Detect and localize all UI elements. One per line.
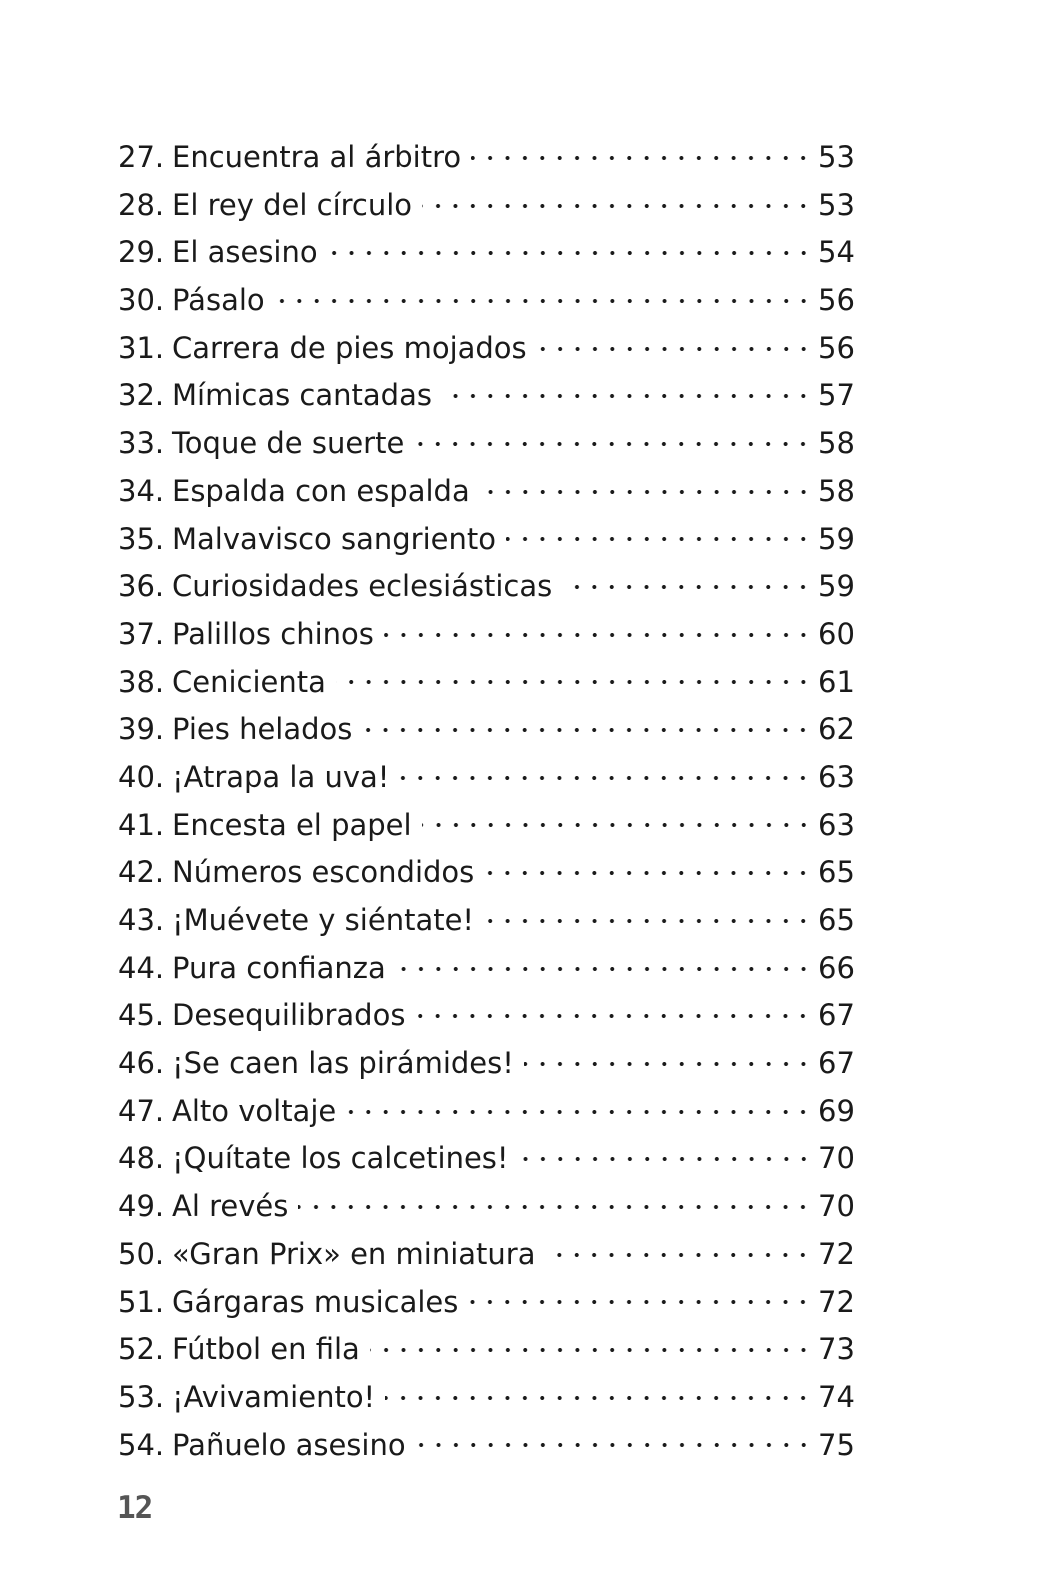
dot-leader	[362, 725, 812, 735]
toc-entry-title: Fútbol en fila	[172, 1332, 360, 1367]
toc-entry-number: 49.	[118, 1189, 165, 1224]
toc-entry	[118, 802, 855, 850]
toc-entry-title: Curiosidades eclesiásticas	[172, 569, 553, 604]
toc-entry-number: 41.	[118, 807, 165, 842]
dot-leader	[484, 868, 812, 878]
toc-entry	[118, 1183, 855, 1231]
toc-entry-page: 60	[818, 616, 855, 651]
toc-entry-number: 50.	[118, 1236, 165, 1271]
toc-entry-number: 27.	[118, 140, 165, 174]
toc-entry	[118, 1422, 855, 1470]
toc-entry	[118, 992, 855, 1040]
toc-entry-page: 63	[818, 807, 855, 842]
toc-entry-page: 72	[818, 1236, 855, 1271]
toc-entry	[118, 849, 855, 897]
dot-leader	[468, 1297, 812, 1307]
dot-leader	[537, 344, 812, 354]
toc-entry-title: Al revés	[172, 1189, 289, 1224]
toc-entry	[118, 1231, 855, 1279]
toc-entry-title: Mímicas cantadas	[172, 378, 432, 413]
toc-entry	[118, 468, 855, 516]
toc-entry-number: 28.	[118, 187, 165, 222]
toc-entry-number: 47.	[118, 1093, 165, 1128]
toc-entry-number: 33.	[118, 426, 165, 461]
toc-entry-number: 45.	[118, 998, 165, 1033]
toc-entry-number: 52.	[118, 1332, 165, 1367]
toc-entry	[118, 563, 855, 611]
toc-entry	[118, 277, 855, 325]
toc-entry	[118, 372, 855, 420]
toc-entry-page: 54	[818, 235, 855, 270]
toc-entry-title: Palillos chinos	[172, 616, 374, 651]
toc-entry-page: 63	[818, 759, 855, 794]
toc-entry-title: ¡Muévete y siéntate!	[172, 903, 475, 937]
toc-entry-page: 58	[818, 426, 855, 461]
toc-entry-number: 51.	[118, 1284, 165, 1319]
toc-entry	[118, 1374, 855, 1422]
dot-leader	[562, 582, 812, 592]
toc-entry-page: 65	[818, 903, 855, 937]
toc-entry-title: Encuentra al árbitro	[172, 140, 462, 174]
dot-leader	[396, 964, 812, 974]
toc-entry	[118, 182, 855, 230]
toc-entry-number: 40.	[118, 759, 165, 794]
dot-leader	[416, 1440, 812, 1450]
toc-entry	[118, 659, 855, 707]
toc-entry-title: ¡Atrapa la uva!	[172, 759, 390, 794]
toc-entry	[118, 945, 855, 993]
toc-entry	[118, 611, 855, 659]
dot-leader	[442, 391, 812, 401]
toc-entry-title: El rey del círculo	[172, 187, 413, 222]
dot-leader	[384, 630, 812, 640]
dot-leader	[422, 201, 812, 211]
toc-entry	[118, 706, 855, 754]
dot-leader	[385, 1393, 812, 1403]
dot-leader	[275, 296, 812, 306]
toc-entry	[118, 754, 855, 802]
toc-entry-page: 69	[818, 1093, 855, 1128]
toc-entry-title: Desequilibrados	[172, 998, 406, 1033]
toc-entry-page: 70	[818, 1189, 855, 1224]
toc-entry-title: Toque de suerte	[172, 426, 405, 461]
toc-entry-title: Encesta el papel	[172, 807, 412, 842]
toc-entry-page: 65	[818, 855, 855, 890]
toc-entry-number: 36.	[118, 569, 165, 604]
dot-leader	[545, 1250, 812, 1260]
toc-entry-title: Pañuelo asesino	[172, 1427, 406, 1462]
toc-entry	[118, 134, 855, 182]
toc-entry-title: Malvavisco sangriento	[172, 521, 496, 556]
dot-leader	[336, 677, 812, 687]
toc-entry-page: 62	[818, 712, 855, 747]
dot-leader	[524, 1059, 812, 1069]
toc-entry-number: 35.	[118, 521, 165, 556]
toc-entry-page: 58	[818, 473, 855, 508]
page-number: 12	[117, 1490, 153, 1526]
toc-entry-page: 53	[818, 187, 855, 222]
toc-entry-page: 56	[818, 330, 855, 365]
toc-entry-number: 29.	[118, 235, 165, 270]
toc-entry-page: 57	[818, 378, 855, 413]
toc-entry-page: 56	[818, 283, 855, 318]
dot-leader	[328, 248, 812, 258]
toc-entry-title: Alto voltaje	[172, 1093, 337, 1128]
toc-entry-number: 37.	[118, 616, 165, 651]
toc-entry	[118, 325, 855, 373]
toc-entry-number: 54.	[118, 1427, 165, 1462]
toc-entry	[118, 1088, 855, 1136]
toc-entry-page: 74	[818, 1379, 855, 1414]
toc-entry	[118, 1135, 855, 1183]
toc-entry-number: 44.	[118, 950, 165, 985]
toc-entry-page: 61	[818, 664, 855, 699]
dot-leader	[519, 1154, 812, 1164]
toc-entry-page: 73	[818, 1332, 855, 1367]
toc-entry-number: 46.	[118, 1046, 165, 1081]
toc-entry-number: 43.	[118, 903, 165, 937]
dot-leader	[506, 534, 812, 544]
toc-entry-title: Carrera de pies mojados	[172, 330, 527, 365]
toc-entry-title: Cenicienta	[172, 664, 326, 699]
toc-entry-page: 72	[818, 1284, 855, 1319]
toc-entry-number: 53.	[118, 1379, 165, 1414]
dot-leader	[370, 1345, 812, 1355]
toc-entry-page: 75	[818, 1427, 855, 1462]
toc-entry-page: 67	[818, 998, 855, 1033]
toc-entry-number: 30.	[118, 283, 165, 318]
toc-entry-title: ¡Avivamiento!	[172, 1379, 376, 1414]
dot-leader	[298, 1202, 812, 1212]
table-of-contents	[118, 134, 855, 1469]
toc-entry-title: Gárgaras musicales	[172, 1284, 459, 1319]
toc-entry-number: 48.	[118, 1141, 165, 1176]
toc-entry-title: «Gran Prix» en miniatura	[172, 1236, 536, 1271]
dot-leader	[414, 439, 812, 449]
toc-entry	[118, 1279, 855, 1327]
toc-entry-number: 32.	[118, 378, 165, 413]
toc-entry-number: 31.	[118, 330, 165, 365]
toc-entry	[118, 420, 855, 468]
toc-entry-page: 59	[818, 521, 855, 556]
dot-leader	[480, 487, 812, 497]
toc-entry	[118, 516, 855, 564]
toc-entry-title: Pásalo	[172, 283, 265, 318]
toc-entry-title: El asesino	[172, 235, 318, 270]
toc-entry-title: Pies helados	[172, 712, 353, 747]
toc-entry-page: 70	[818, 1141, 855, 1176]
toc-entry-title: Espalda con espalda	[172, 473, 470, 508]
toc-entry-page: 66	[818, 950, 855, 985]
toc-entry-number: 39.	[118, 712, 165, 747]
toc-entry	[118, 229, 855, 277]
toc-entry-title: ¡Quítate los calcetines!	[172, 1141, 509, 1176]
toc-entry	[118, 897, 855, 945]
dot-leader	[399, 773, 812, 783]
toc-entry	[118, 1326, 855, 1374]
toc-entry-title: Números escondidos	[172, 855, 475, 890]
toc-entry-title: Pura confianza	[172, 950, 386, 985]
toc-entry	[118, 1040, 855, 1088]
toc-entry-page: 67	[818, 1046, 855, 1081]
dot-leader	[471, 153, 812, 163]
toc-entry-page: 53	[818, 140, 855, 174]
dot-leader	[415, 1011, 812, 1021]
dot-leader	[346, 1107, 812, 1117]
toc-entry-number: 38.	[118, 664, 165, 699]
dot-leader	[484, 916, 812, 926]
toc-entry-title: ¡Se caen las pirámides!	[172, 1046, 514, 1081]
toc-entry-page: 59	[818, 569, 855, 604]
toc-entry-number: 34.	[118, 473, 165, 508]
toc-entry-number: 42.	[118, 855, 165, 890]
dot-leader	[422, 820, 812, 830]
